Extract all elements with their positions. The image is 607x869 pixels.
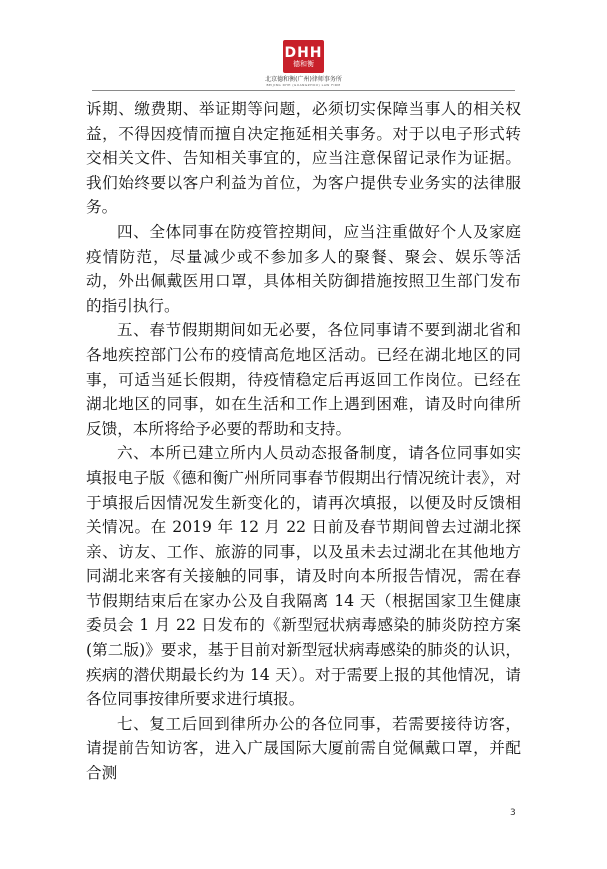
logo-text: DHH <box>284 44 323 61</box>
firm-logo <box>283 40 324 73</box>
paragraph-continuation: 诉期、缴费期、举证期等问题，必须切实保障当事人的相关权益，不得因疫情而擅自决定拖延相关事务。对于以电子形式转交相关文件、告知相关事宜的，应当注意保留记录作为证据。我们始终要以客户利益为首位，为客户提供专业务实的法律服务。 <box>86 100 521 217</box>
paragraph-item-7: 七、复工后回到律所办公的各位同事，若需要接待访客，请提前告知访客，进入广晟国际大厦前需自觉佩戴口罩，并配合测 <box>86 714 521 783</box>
paragraph-item-6: 六、本所已建立所内人员动态报备制度，请各位同事如实填报电子版《德和衡广州所同事春节假期出行情况统计表》，对于填报后因情况发生新变化的，请再次填报，以便及时反馈相关情况。在 2019 年 12 月 22 日前及春节期间曾去过湖北探亲、访友、工作、旅游的同事，以及虽未去过湖北在其他地方同湖北来客有关接触的同事，请及时向本所报告情况，需在春节假期结束后在家办公及自我隔离 14 天（根据国家卫生健康委员会 1 月 22 日发布的《新型冠状病毒感染的肺炎防控方案(第二版)》要求，基于目前对新型冠状病毒感染的肺炎的认识，疾病的潜伏期最长约为 14 天）。对于需要上报的其他情况，请各位同事按律所要求进行填报。 <box>86 444 521 709</box>
page-header <box>0 0 607 92</box>
logo-cn-text: 德和衡 <box>293 59 314 68</box>
firm-name-en: BEIJING DHH (GUANGZHOU) LAW FIRM <box>266 83 341 87</box>
firm-name: 北京德和衡(广州)律师事务所 <box>265 76 342 83</box>
document-body <box>86 97 521 786</box>
header-divider <box>92 90 515 91</box>
paragraph-item-4: 四、全体同事在防疫管控期间，应当注重做好个人及家庭疫情防范，尽量减少或不参加多人的聚餐、聚会、娱乐等活动，外出佩戴医用口罩，具体相关防御措施按照卫生部门发布的指引执行。 <box>86 222 521 315</box>
page-number: 3 <box>510 808 516 818</box>
paragraph-item-5: 五、春节假期期间如无必要，各位同事请不要到湖北省和各地疾控部门公布的疫情高危地区活动。已经在湖北地区的同事，可适当延长假期，待疫情稳定后再返回工作岗位。已经在湖北地区的同事，如在生活和工作上遇到困难，请及时向律所反馈，本所将给予必要的帮助和支持。 <box>86 321 521 438</box>
